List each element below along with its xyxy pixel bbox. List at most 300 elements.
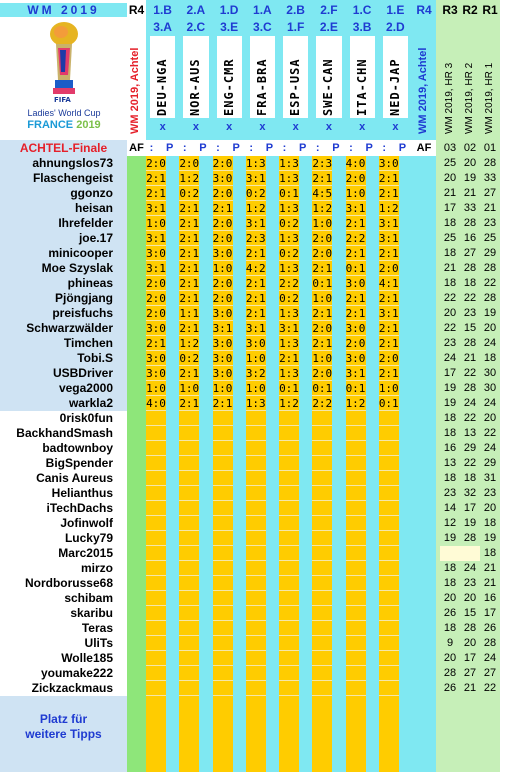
points-cell: [266, 516, 279, 531]
points-cell: [166, 591, 179, 606]
participant-name: Tobi.S: [0, 351, 127, 366]
tip-cell: [213, 576, 233, 591]
hr-score-cell: 22: [463, 292, 477, 304]
tip-cell: [213, 426, 233, 441]
tip-cell: [346, 546, 366, 561]
tip-cell: [246, 681, 266, 696]
tip-cell: [312, 531, 332, 546]
hr-score-cell: 20: [463, 592, 477, 604]
match-group-top: 1.C: [352, 3, 372, 17]
tip-cell: 2:1: [378, 337, 399, 350]
points-cell: [366, 636, 379, 651]
tip-cell: [379, 516, 399, 531]
hr-score-cell: 21: [443, 187, 457, 199]
points-cell: [199, 651, 212, 666]
tip-column-tail: [346, 696, 366, 772]
participant-name: preisfuchs: [0, 306, 127, 321]
points-cell: [199, 471, 212, 486]
tip-cell: [246, 591, 266, 606]
subheader-p: P: [165, 142, 174, 154]
points-cell: [299, 306, 312, 321]
hr-score-cell: 18: [443, 277, 457, 289]
tip-cell: 2:1: [279, 352, 299, 365]
points-cell: [399, 426, 412, 441]
subheader-colon: :: [349, 142, 353, 154]
tip-cell: 2:1: [179, 232, 200, 245]
hr-score-cell: 23: [483, 217, 497, 229]
tip-cell: [146, 501, 166, 516]
points-cell: [233, 591, 246, 606]
points-cell: [332, 621, 345, 636]
tip-cell: 2:0: [179, 157, 200, 170]
tip-cell: 2:1: [345, 292, 366, 305]
hr-score-cell: 26: [483, 622, 497, 634]
r4-score-cell: [412, 336, 436, 351]
hr-score-cell: 17: [463, 652, 477, 664]
r4-score-cell: [412, 501, 436, 516]
tip-cell: 1:0: [245, 352, 266, 365]
tip-cell: 2:1: [146, 337, 166, 350]
tip-cell: [179, 426, 199, 441]
match-group-top: 1.B: [153, 3, 172, 17]
tip-cell: [279, 576, 299, 591]
participant-name: Canis Aureus: [0, 471, 127, 486]
hr-score-cell: 18: [483, 517, 497, 529]
tip-cell: [213, 621, 233, 636]
points-cell: [332, 321, 345, 336]
points-cell: [399, 231, 412, 246]
tip-cell: [179, 591, 199, 606]
points-cell: [233, 396, 246, 411]
tip-cell: [146, 561, 166, 576]
subheader-cell: [146, 140, 179, 156]
points-cell: [233, 516, 246, 531]
hr-score-cell: 19: [463, 172, 477, 184]
tip-cell: 1:3: [245, 397, 266, 410]
points-cell: [266, 576, 279, 591]
hr-score-cell: 18: [443, 412, 457, 424]
hr-score-cell: 25: [443, 157, 457, 169]
match-header-2: [179, 0, 212, 140]
tip-cell: [279, 426, 299, 441]
hr-score-cell: 24: [463, 397, 477, 409]
hr-score-cell: 24: [483, 397, 497, 409]
wm-logo: [27, 20, 101, 131]
points-cell: [166, 261, 179, 276]
tip-cell: 2:0: [146, 307, 166, 320]
points-cell: [199, 351, 212, 366]
tip-cell: [246, 546, 266, 561]
points-cell: [199, 246, 212, 261]
points-cell: [366, 576, 379, 591]
points-cell: [299, 516, 312, 531]
points-cell: [166, 231, 179, 246]
hr-score-cell: 27: [463, 247, 477, 259]
tip-cell: [279, 471, 299, 486]
match-mark: x: [259, 121, 266, 133]
participant-name: Pjöngjang: [0, 291, 127, 306]
points-cell: [366, 546, 379, 561]
hr-score-cell: 18: [483, 547, 497, 559]
tip-cell: [179, 621, 199, 636]
hr-score-cell: 23: [443, 337, 457, 349]
points-cell: [233, 501, 246, 516]
r4-score-cell: [412, 471, 436, 486]
participant-name: phineas: [0, 276, 127, 291]
tip-cell: 3:1: [378, 232, 399, 245]
tip-cell: [312, 636, 332, 651]
footer-line1: Platz für: [39, 712, 88, 726]
participant-name: Zickzackmaus: [0, 681, 127, 696]
page-title: WM 2019: [0, 3, 127, 17]
points-cell: [266, 381, 279, 396]
points-cell: [199, 666, 212, 681]
points-cell: [199, 276, 212, 291]
tip-cell: 3:1: [212, 322, 233, 335]
tip-cell: 2:3: [312, 157, 333, 170]
points-cell: [366, 171, 379, 186]
subheader-cell: [246, 140, 279, 156]
hr-score-cell: 21: [463, 352, 477, 364]
points-cell: [299, 381, 312, 396]
participant-name: Wolle185: [0, 651, 127, 666]
tip-cell: [312, 621, 332, 636]
r4-score-cell: [412, 321, 436, 336]
tip-cell: [246, 486, 266, 501]
hr-score-cell: 20: [483, 502, 497, 514]
hr-score-cell: 22: [463, 457, 477, 469]
match-teams: DEU-NGA: [155, 58, 169, 116]
points-cell: [299, 531, 312, 546]
match-group-bottom: 3.E: [220, 20, 239, 34]
tip-cell: 3:1: [345, 367, 366, 380]
tip-cell: [213, 636, 233, 651]
tip-cell: [146, 546, 166, 561]
points-cell: [266, 606, 279, 621]
r4-score-cell: [412, 216, 436, 231]
tip-cell: 2:0: [212, 292, 233, 305]
points-cell: [166, 336, 179, 351]
tip-cell: [279, 501, 299, 516]
participant-name: ahnungslos73: [0, 156, 127, 171]
match-header-3: [213, 0, 246, 140]
tip-cell: 0:2: [179, 352, 200, 365]
tip-cell: [346, 636, 366, 651]
tip-cell: [213, 471, 233, 486]
points-cell: [332, 546, 345, 561]
points-cell: [299, 501, 312, 516]
points-cell: [199, 411, 212, 426]
tip-cell: [346, 411, 366, 426]
points-cell: [199, 516, 212, 531]
points-cell: [366, 501, 379, 516]
tip-cell: [312, 516, 332, 531]
points-cell: [199, 456, 212, 471]
points-cell: [299, 621, 312, 636]
tip-cell: 3:1: [378, 217, 399, 230]
tip-cell: [246, 531, 266, 546]
points-cell: [366, 201, 379, 216]
tip-cell: 1:3: [279, 157, 299, 170]
tip-cell: 2:1: [179, 262, 200, 275]
points-cell: [399, 531, 412, 546]
points-cell: [166, 156, 179, 171]
tip-cell: 3:1: [279, 322, 299, 335]
tip-cell: [379, 501, 399, 516]
tip-cell: [213, 441, 233, 456]
points-cell: [332, 456, 345, 471]
points-cell: [366, 471, 379, 486]
match-group-bottom: 3.A: [153, 20, 172, 34]
tip-cell: [246, 666, 266, 681]
points-cell: [233, 216, 246, 231]
points-cell: [399, 366, 412, 381]
tip-cell: [312, 426, 332, 441]
tip-cell: 2:1: [179, 217, 200, 230]
tip-cell: 2:0: [212, 157, 233, 170]
tip-cell: [279, 546, 299, 561]
points-cell: [299, 396, 312, 411]
subheader-p: P: [298, 142, 307, 154]
tip-cell: 2:0: [312, 232, 333, 245]
points-cell: [366, 606, 379, 621]
tip-cell: 1:0: [179, 382, 200, 395]
points-cell: [266, 246, 279, 261]
points-cell: [399, 576, 412, 591]
points-cell: [233, 606, 246, 621]
hr-score-cell: 19: [443, 532, 457, 544]
hr-score-cell: 33: [463, 202, 477, 214]
tip-cell: [379, 651, 399, 666]
points-cell: [299, 366, 312, 381]
tip-cell: [179, 651, 199, 666]
tip-cell: 3:1: [345, 202, 366, 215]
hr-score-cell: 22: [463, 412, 477, 424]
points-cell: [399, 411, 412, 426]
points-cell: [299, 351, 312, 366]
points-cell: [399, 216, 412, 231]
hr-score-cell: 23: [463, 577, 477, 589]
points-cell: [199, 531, 212, 546]
match-group-bottom: 3.B: [352, 20, 372, 34]
tip-column-tail: [213, 696, 233, 772]
hr-score-cell: 24: [483, 337, 497, 349]
match-group-top: 1.E: [386, 3, 405, 17]
tip-cell: 0:1: [279, 382, 299, 395]
points-cell: [299, 426, 312, 441]
subheader-r3: 03: [443, 142, 457, 154]
tip-cell: [246, 576, 266, 591]
tip-cell: 2:1: [378, 247, 399, 260]
participant-name: Moe Szyslak: [0, 261, 127, 276]
match-group-top: 1.A: [253, 3, 272, 17]
points-cell: [199, 546, 212, 561]
tip-cell: 3:1: [146, 262, 166, 275]
tip-cell: [379, 621, 399, 636]
tip-cell: [346, 591, 366, 606]
points-cell: [332, 681, 345, 696]
tip-column-tail: [379, 696, 399, 772]
hr-score-cell: 28: [463, 337, 477, 349]
points-cell: [332, 636, 345, 651]
points-cell: [332, 501, 345, 516]
tip-cell: [279, 411, 299, 426]
points-cell: [399, 441, 412, 456]
tip-cell: [312, 681, 332, 696]
points-cell: [233, 426, 246, 441]
tip-cell: [312, 546, 332, 561]
hr-score-cell: 18: [463, 277, 477, 289]
points-cell: [266, 471, 279, 486]
tip-cell: 3:0: [146, 367, 166, 380]
participant-name: UliTs: [0, 636, 127, 651]
match-header-7: [346, 0, 379, 140]
tip-cell: [246, 426, 266, 441]
subheader-colon: :: [382, 142, 387, 154]
tip-cell: 1:3: [279, 262, 299, 275]
points-cell: [332, 381, 345, 396]
hr-score-cell: 22: [483, 427, 497, 439]
tip-cell: 2:0: [312, 367, 333, 380]
participant-name: joe.17: [0, 231, 127, 246]
tip-cell: [213, 546, 233, 561]
r4-score-cell: [412, 381, 436, 396]
points-cell: [199, 216, 212, 231]
tip-cell: 1:0: [146, 217, 166, 230]
tip-cell: [179, 501, 199, 516]
tip-cell: [246, 636, 266, 651]
points-cell: [166, 426, 179, 441]
participant-name: Marc2015: [0, 546, 127, 561]
hr-score-cell: 28: [463, 217, 477, 229]
hr-score-cell: 27: [483, 667, 497, 679]
points-cell: [366, 651, 379, 666]
tip-cell: 2:1: [179, 277, 200, 290]
r4-score-cell: [412, 201, 436, 216]
points-cell: [199, 201, 212, 216]
match-group-top: 1.D: [219, 3, 239, 17]
points-cell: [332, 561, 345, 576]
r4-score-cell: [412, 351, 436, 366]
r4-score-cell: [412, 576, 436, 591]
points-cell: [366, 486, 379, 501]
tip-cell: 2:0: [212, 187, 233, 200]
r4-score-cell: [412, 426, 436, 441]
participant-name: warkla2: [0, 396, 127, 411]
points-cell: [366, 156, 379, 171]
points-cell: [233, 651, 246, 666]
points-cell: [299, 261, 312, 276]
points-cell: [366, 306, 379, 321]
tip-cell: [179, 441, 199, 456]
match-header-6: [312, 0, 345, 140]
points-cell: [332, 606, 345, 621]
points-cell: [233, 186, 246, 201]
points-cell: [233, 531, 246, 546]
tip-cell: 2:1: [179, 202, 200, 215]
hr-score-cell: 16: [443, 442, 457, 454]
points-cell: [399, 501, 412, 516]
match-teams: ESP-USA: [288, 58, 302, 116]
hr-score-cell: 28: [463, 532, 477, 544]
tip-cell: 2:1: [245, 292, 266, 305]
tip-cell: 3:1: [245, 322, 266, 335]
tip-cell: 3:1: [245, 217, 266, 230]
tip-cell: 3:0: [245, 337, 266, 350]
points-cell: [166, 666, 179, 681]
subheader-p: P: [365, 142, 373, 154]
points-cell: [266, 456, 279, 471]
hr-score-cell: 13: [443, 457, 457, 469]
subheader-cell: [179, 140, 212, 156]
tip-cell: 2:1: [312, 337, 333, 350]
tip-cell: [213, 681, 233, 696]
r4-score-cell: [412, 156, 436, 171]
hr-score-cell: 19: [483, 307, 497, 319]
tip-cell: [146, 606, 166, 621]
hr-score-cell: 18: [443, 562, 457, 574]
points-cell: [366, 456, 379, 471]
tip-cell: [279, 531, 299, 546]
tip-cell: 3:0: [378, 157, 399, 170]
tip-cell: 2:1: [378, 172, 399, 185]
points-cell: [366, 411, 379, 426]
hr-score-cell: 26: [443, 607, 457, 619]
subheader-title: ACHTEL-Finale: [0, 140, 127, 156]
points-cell: [266, 156, 279, 171]
tip-cell: [279, 486, 299, 501]
points-cell: [166, 546, 179, 561]
tip-cell: 2:1: [212, 397, 233, 410]
tip-cell: 3:0: [212, 337, 233, 350]
tip-cell: [213, 486, 233, 501]
tip-cell: 0:2: [279, 247, 299, 260]
tip-cell: [246, 561, 266, 576]
right-vertical-label: WM 2019, Achtel: [417, 47, 429, 134]
match-group-top: 2.B: [286, 3, 305, 17]
points-cell: [366, 681, 379, 696]
points-cell: [399, 291, 412, 306]
points-cell: [199, 441, 212, 456]
points-cell: [233, 171, 246, 186]
points-cell: [332, 441, 345, 456]
tip-cell: [346, 681, 366, 696]
points-cell: [366, 336, 379, 351]
points-cell: [399, 561, 412, 576]
tip-cell: [213, 561, 233, 576]
tip-cell: 2:0: [146, 157, 166, 170]
points-cell: [266, 681, 279, 696]
points-cell: [266, 501, 279, 516]
subheader-colon: :: [216, 142, 220, 154]
tip-cell: 1:0: [378, 382, 399, 395]
r4-score-cell: [412, 636, 436, 651]
points-cell: [366, 561, 379, 576]
points-cell: [166, 276, 179, 291]
tip-cell: 4:0: [345, 157, 366, 170]
hr-score-cell: 13: [463, 427, 477, 439]
points-cell: [199, 171, 212, 186]
points-cell: [199, 426, 212, 441]
points-cell: [199, 381, 212, 396]
tip-cell: 2:1: [345, 217, 366, 230]
tip-cell: [146, 516, 166, 531]
tip-cell: [312, 576, 332, 591]
tip-cell: 1:2: [279, 397, 299, 410]
tip-cell: [346, 456, 366, 471]
hr-score-cell: 21: [443, 262, 457, 274]
tip-cell: 3:0: [212, 307, 233, 320]
